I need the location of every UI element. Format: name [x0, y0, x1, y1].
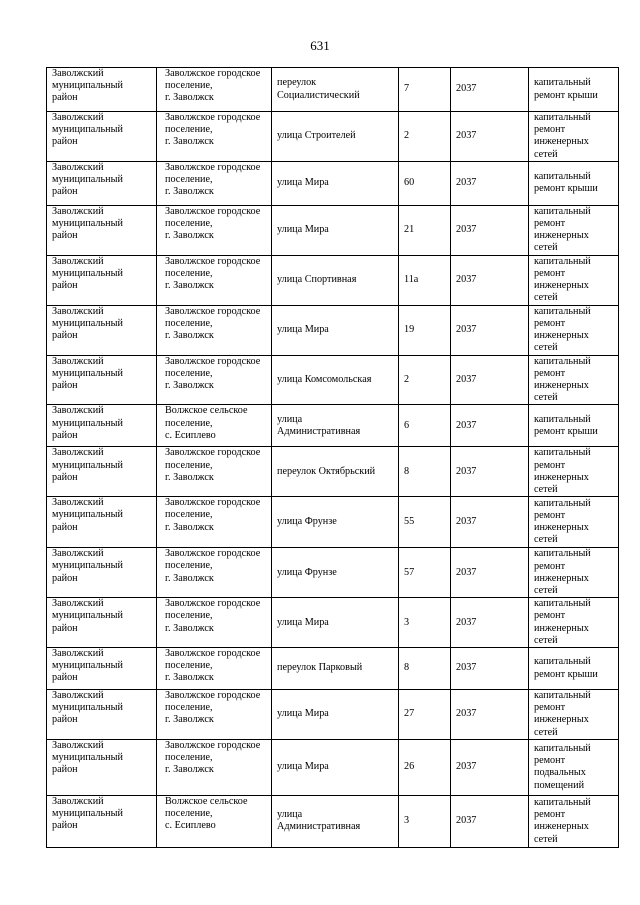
year-cell [451, 447, 529, 497]
year-cell-text: 2037 [456, 566, 477, 578]
work-type-cell [529, 305, 619, 355]
year-cell-text: 2037 [456, 616, 477, 628]
settlement-cell-text: Заволжское городское поселение, г. Заволжск [165, 255, 261, 292]
year-cell-text: 2037 [456, 373, 477, 385]
district-cell [47, 112, 157, 162]
street-cell [272, 739, 399, 795]
work-type-cell [529, 355, 619, 405]
settlement-cell-text: Заволжское городское поселение, г. Заволжск [165, 305, 261, 342]
house-number-cell-text: 2 [404, 130, 410, 142]
year-cell-text: 2037 [456, 177, 477, 189]
house-number-cell [399, 112, 451, 162]
district-cell [47, 405, 157, 447]
year-cell [451, 305, 529, 355]
settlement-cell [157, 355, 272, 405]
street-cell [272, 548, 399, 598]
settlement-cell [157, 690, 272, 740]
street-cell-text: переулок Социалистический [277, 77, 360, 101]
work-type-cell [529, 68, 619, 112]
street-cell-text: улица Мира [277, 177, 329, 189]
district-cell [47, 690, 157, 740]
work-type-cell-text: капитальный ремонт инженерных сетей [534, 205, 591, 254]
settlement-cell-text: Заволжское городское поселение, г. Заволжск [165, 497, 261, 533]
street-cell-text: переулок Парковый [277, 662, 363, 674]
work-type-cell-text: капитальный ремонт инженерных сетей [534, 447, 591, 496]
year-cell-text: 2037 [456, 224, 477, 236]
year-cell-text: 2037 [456, 419, 477, 431]
table-row [47, 739, 619, 795]
year-cell-text: 2037 [456, 708, 477, 720]
house-number-cell-text: 7 [404, 83, 410, 95]
work-type-cell-text: капитальный ремонт инженерных сетей [534, 598, 591, 646]
settlement-cell [157, 795, 272, 847]
work-type-cell-text: капитальный ремонт инженерных сетей [534, 548, 591, 596]
table-row [47, 405, 619, 447]
street-cell-text: улица Комсомольская [277, 373, 372, 385]
table-row [47, 255, 619, 305]
district-cell-text: Заволжский муниципальный район [52, 447, 123, 483]
table-row [47, 497, 619, 548]
district-cell [47, 548, 157, 598]
house-number-cell [399, 305, 451, 355]
district-cell-text: Заволжский муниципальный район [52, 205, 123, 242]
table-row [47, 305, 619, 355]
street-cell-text: улица Мира [277, 616, 329, 628]
district-cell [47, 795, 157, 847]
settlement-cell [157, 112, 272, 162]
repair-schedule-table [46, 67, 619, 848]
settlement-cell [157, 548, 272, 598]
street-cell [272, 447, 399, 497]
house-number-cell-text: 57 [404, 566, 415, 578]
settlement-cell [157, 305, 272, 355]
district-cell [47, 305, 157, 355]
work-type-cell [529, 112, 619, 162]
work-type-cell-text: капитальный ремонт инженерных сетей [534, 497, 591, 546]
work-type-cell-text: капитальный ремонт инженерных сетей [534, 112, 591, 160]
house-number-cell [399, 497, 451, 548]
street-cell-text: улица Административная [277, 413, 361, 437]
work-type-cell [529, 497, 619, 548]
table-row [47, 548, 619, 598]
street-cell [272, 161, 399, 205]
table-row [47, 112, 619, 162]
work-type-cell [529, 548, 619, 598]
work-type-cell [529, 405, 619, 447]
work-type-cell [529, 648, 619, 690]
work-type-cell [529, 598, 619, 648]
table-row [47, 648, 619, 690]
district-cell [47, 355, 157, 405]
work-type-cell-text: капитальный ремонт подвальных помещений [534, 742, 591, 791]
table-row [47, 598, 619, 648]
settlement-cell-text: Заволжское городское поселение, г. Заволжск [165, 648, 261, 684]
table-row [47, 795, 619, 847]
house-number-cell [399, 648, 451, 690]
house-number-cell-text: 21 [404, 224, 415, 236]
work-type-cell-text: капитальный ремонт инженерных сетей [534, 255, 591, 304]
house-number-cell-text: 55 [404, 516, 415, 528]
work-type-cell-text: капитальный ремонт инженерных сетей [534, 355, 591, 404]
house-number-cell-text: 3 [404, 815, 410, 827]
district-cell-text: Заволжский муниципальный район [52, 112, 123, 148]
street-cell [272, 255, 399, 305]
street-cell-text: улица Мира [277, 708, 329, 720]
settlement-cell-text: Волжское сельское поселение, с. Есиплево [165, 405, 248, 441]
street-cell [272, 648, 399, 690]
house-number-cell [399, 405, 451, 447]
street-cell [272, 795, 399, 847]
district-cell [47, 447, 157, 497]
street-cell [272, 205, 399, 255]
year-cell-text: 2037 [456, 662, 477, 674]
street-cell [272, 68, 399, 112]
district-cell [47, 68, 157, 112]
year-cell [451, 497, 529, 548]
district-cell [47, 739, 157, 795]
settlement-cell [157, 68, 272, 112]
district-cell [47, 255, 157, 305]
district-cell-text: Заволжский муниципальный район [52, 355, 123, 392]
street-cell-text: улица Спортивная [277, 274, 357, 286]
settlement-cell [157, 497, 272, 548]
house-number-cell-text: 8 [404, 662, 410, 674]
year-cell [451, 161, 529, 205]
year-cell [451, 548, 529, 598]
house-number-cell [399, 447, 451, 497]
year-cell [451, 255, 529, 305]
year-cell [451, 795, 529, 847]
year-cell [451, 355, 529, 405]
table-row [47, 355, 619, 405]
settlement-cell-text: Заволжское городское поселение, г. Заволжск [165, 598, 261, 634]
district-cell-text: Заволжский муниципальный район [52, 68, 123, 104]
year-cell-text: 2037 [456, 324, 477, 336]
work-type-cell [529, 205, 619, 255]
settlement-cell-text: Заволжское городское поселение, г. Заволжск [165, 68, 261, 104]
work-type-cell-text: капитальный ремонт инженерных сетей [534, 305, 591, 354]
settlement-cell-text: Заволжское городское поселение, г. Заволжск [165, 447, 261, 483]
house-number-cell [399, 795, 451, 847]
district-cell [47, 598, 157, 648]
settlement-cell [157, 255, 272, 305]
street-cell-text: улица Административная [277, 809, 361, 833]
street-cell [272, 598, 399, 648]
work-type-cell-text: капитальный ремонт крыши [534, 656, 598, 680]
house-number-cell [399, 161, 451, 205]
district-cell-text: Заволжский муниципальный район [52, 795, 123, 832]
work-type-cell-text: капитальный ремонт крыши [534, 77, 598, 101]
table-row [47, 205, 619, 255]
year-cell [451, 405, 529, 447]
table-row [47, 161, 619, 205]
street-cell [272, 112, 399, 162]
settlement-cell-text: Волжское сельское поселение, с. Есиплево [165, 795, 248, 832]
house-number-cell-text: 2 [404, 373, 410, 385]
settlement-cell-text: Заволжское городское поселение, г. Заволжск [165, 690, 261, 726]
district-cell-text: Заволжский муниципальный район [52, 255, 123, 292]
year-cell [451, 739, 529, 795]
street-cell-text: улица Фрунзе [277, 516, 337, 528]
work-type-cell-text: капитальный ремонт крыши [534, 171, 598, 195]
settlement-cell [157, 447, 272, 497]
district-cell-text: Заволжский муниципальный район [52, 739, 123, 776]
year-cell-text: 2037 [456, 815, 477, 827]
work-type-cell-text: капитальный ремонт инженерных сетей [534, 796, 591, 845]
house-number-cell [399, 205, 451, 255]
work-type-cell [529, 161, 619, 205]
district-cell [47, 161, 157, 205]
work-type-cell-text: капитальный ремонт инженерных сетей [534, 690, 591, 738]
street-cell-text: улица Мира [277, 324, 329, 336]
house-number-cell [399, 739, 451, 795]
year-cell-text: 2037 [456, 274, 477, 286]
settlement-cell-text: Заволжское городское поселение, г. Заволжск [165, 355, 261, 392]
settlement-cell-text: Заволжское городское поселение, г. Заволжск [165, 161, 261, 198]
house-number-cell [399, 548, 451, 598]
year-cell [451, 68, 529, 112]
year-cell-text: 2037 [456, 761, 477, 773]
house-number-cell [399, 690, 451, 740]
year-cell [451, 112, 529, 162]
year-cell-text: 2037 [456, 130, 477, 142]
settlement-cell [157, 598, 272, 648]
house-number-cell-text: 27 [404, 708, 415, 720]
street-cell [272, 305, 399, 355]
district-cell [47, 497, 157, 548]
work-type-cell [529, 447, 619, 497]
house-number-cell-text: 3 [404, 616, 410, 628]
house-number-cell-text: 8 [404, 465, 410, 477]
house-number-cell [399, 68, 451, 112]
settlement-cell-text: Заволжское городское поселение, г. Заволжск [165, 205, 261, 242]
settlement-cell [157, 405, 272, 447]
work-type-cell [529, 255, 619, 305]
work-type-cell [529, 739, 619, 795]
district-cell-text: Заволжский муниципальный район [52, 648, 123, 684]
table-row [47, 68, 619, 112]
house-number-cell-text: 11а [404, 274, 419, 286]
district-cell-text: Заволжский муниципальный район [52, 305, 123, 342]
table-body [47, 68, 619, 848]
settlement-cell-text: Заволжское городское поселение, г. Заволжск [165, 548, 261, 584]
district-cell-text: Заволжский муниципальный район [52, 598, 123, 634]
district-cell [47, 648, 157, 690]
settlement-cell [157, 161, 272, 205]
year-cell-text: 2037 [456, 516, 477, 528]
street-cell-text: улица Мира [277, 761, 329, 773]
house-number-cell [399, 355, 451, 405]
year-cell [451, 205, 529, 255]
district-cell-text: Заволжский муниципальный район [52, 161, 123, 198]
house-number-cell-text: 19 [404, 324, 415, 336]
table-row [47, 690, 619, 740]
street-cell-text: улица Мира [277, 224, 329, 236]
work-type-cell [529, 795, 619, 847]
page-number: 631 [310, 38, 330, 53]
street-cell [272, 690, 399, 740]
district-cell-text: Заволжский муниципальный район [52, 405, 123, 441]
street-cell [272, 355, 399, 405]
street-cell-text: улица Фрунзе [277, 566, 337, 578]
house-number-cell [399, 255, 451, 305]
house-number-cell [399, 598, 451, 648]
year-cell-text: 2037 [456, 465, 477, 477]
settlement-cell [157, 648, 272, 690]
table-row [47, 447, 619, 497]
settlement-cell [157, 739, 272, 795]
year-cell [451, 690, 529, 740]
house-number-cell-text: 26 [404, 761, 415, 773]
settlement-cell [157, 205, 272, 255]
settlement-cell-text: Заволжское городское поселение, г. Заволжск [165, 739, 261, 776]
street-cell-text: улица Строителей [277, 130, 356, 142]
work-type-cell [529, 690, 619, 740]
house-number-cell-text: 6 [404, 419, 410, 431]
settlement-cell-text: Заволжское городское поселение, г. Заволжск [165, 112, 261, 148]
district-cell [47, 205, 157, 255]
year-cell [451, 648, 529, 690]
work-type-cell-text: капитальный ремонт крыши [534, 413, 598, 437]
street-cell [272, 497, 399, 548]
district-cell-text: Заволжский муниципальный район [52, 690, 123, 726]
house-number-cell-text: 60 [404, 177, 415, 189]
year-cell [451, 598, 529, 648]
year-cell-text: 2037 [456, 83, 477, 95]
street-cell-text: переулок Октябрьский [277, 465, 376, 477]
district-cell-text: Заволжский муниципальный район [52, 497, 123, 533]
street-cell [272, 405, 399, 447]
district-cell-text: Заволжский муниципальный район [52, 548, 123, 584]
